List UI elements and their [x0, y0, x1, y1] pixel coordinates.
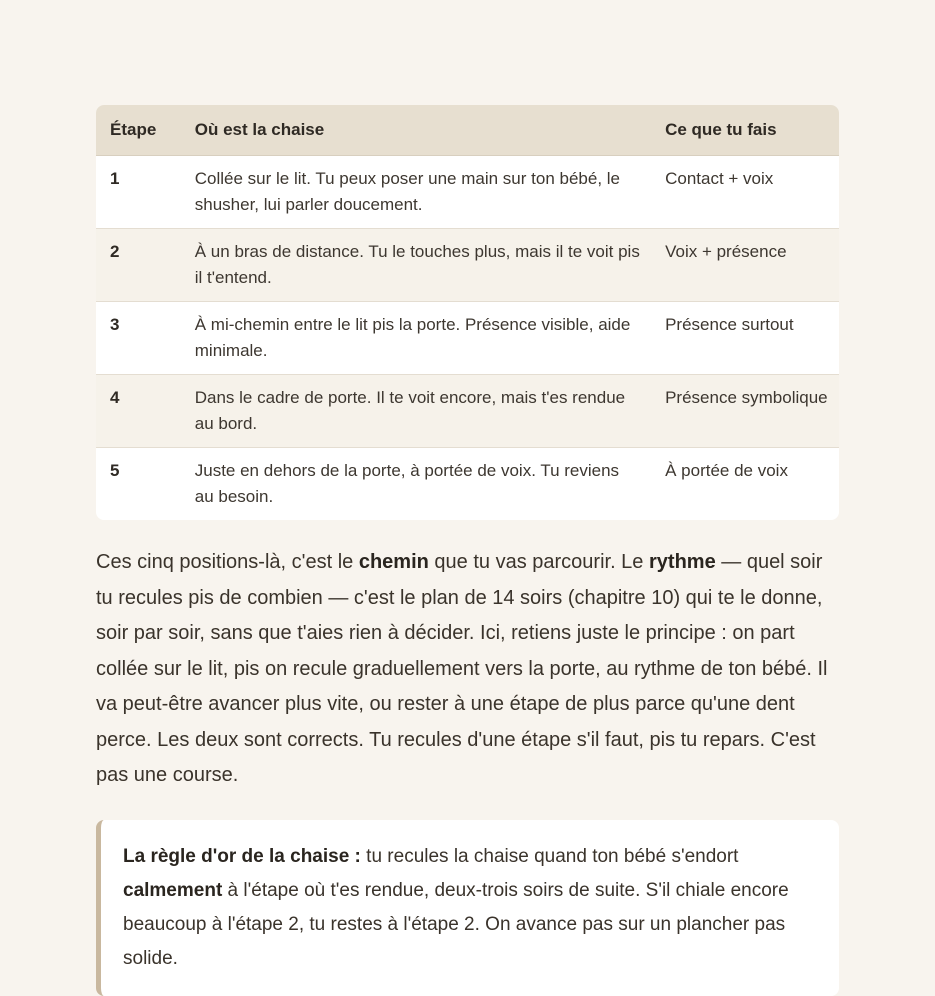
- chair-position: Collée sur le lit. Tu peux poser une main sur ton bébé, le shusher, lui parler doucement.: [181, 156, 651, 229]
- content: [96, 105, 839, 996]
- chair-position: Dans le cadre de porte. Il te voit encore, mais t'es rendue au bord.: [181, 375, 651, 448]
- table-row: [96, 302, 839, 375]
- steps-table: [96, 105, 839, 520]
- emphasis-rythme: rythme: [649, 551, 716, 573]
- parent-action: Présence symbolique: [651, 375, 839, 448]
- table-row: [96, 156, 839, 229]
- parent-action: Présence surtout: [651, 302, 839, 375]
- golden-rule-callout: [96, 820, 839, 996]
- parent-action: Voix + présence: [651, 229, 839, 302]
- emphasis-chemin: chemin: [358, 551, 429, 573]
- paragraph-text: Ces cinq positions-là, c'est le: [96, 551, 359, 573]
- step-number: 4: [96, 375, 181, 448]
- step-number: 5: [110, 461, 120, 480]
- parent-action: À portée de voix: [665, 461, 788, 480]
- callout-text: à l'étape où t'es rendue, deux-trois soirs de suite. S'il chiale encore beaucoup à l'étape 2, tu restes à l'étape 2. On avance pas sur un plancher pas solide.: [123, 879, 789, 969]
- parent-action: Contact + voix: [651, 156, 839, 229]
- step-number: 3: [96, 302, 181, 375]
- callout-text: tu recules la chaise quand ton bébé s'endort: [360, 845, 739, 867]
- paragraph-text: que tu vas parcourir. Le: [428, 551, 649, 573]
- step-number: 2: [96, 229, 181, 302]
- header-step: Étape: [96, 105, 181, 156]
- table-header-row: [96, 105, 839, 156]
- paragraph-text: — quel soir tu recules pis de combien — c'est le plan de 14 soirs (chapitre 10) qui te le donne, soir par soir, sans que t'aies rien à décider. Ici, retiens juste le principe : on part collée sur le lit, pis on recule graduellement vers la porte, au rythme de ton bébé. Il va peut-être avancer plus vite, ou rester à une étape de plus parce qu'une dent perce. Les deux sont corrects. Tu recules d'une étape s'il faut, pis tu repars. C'est pas une course.: [96, 551, 828, 786]
- table-row: [96, 448, 839, 520]
- chair-position: À un bras de distance. Tu le touches plus, mais il te voit pis il t'entend.: [181, 229, 651, 302]
- step-number: 1: [96, 156, 181, 229]
- chair-position: À mi-chemin entre le lit pis la porte. Présence visible, aide minimale.: [181, 302, 651, 375]
- callout-title: La règle d'or de la chaise :: [123, 845, 361, 867]
- explanation-paragraph: [96, 545, 839, 794]
- header-where: Où est la chaise: [181, 105, 651, 156]
- table-row: [96, 229, 839, 302]
- chair-position: Juste en dehors de la porte, à portée de voix. Tu reviens au besoin.: [194, 461, 620, 506]
- table-row: [96, 375, 839, 448]
- header-action: Ce que tu fais: [651, 105, 839, 156]
- emphasis-calmement: calmement: [123, 879, 223, 901]
